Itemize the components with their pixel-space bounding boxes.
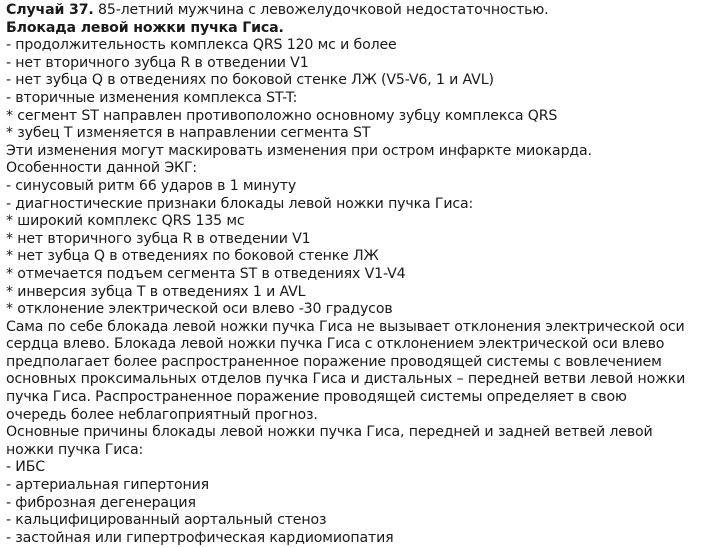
text-line: основных проксимальных отделов пучка Гиса и дистальных – передней ветви левой ножки — [6, 371, 686, 388]
case-description: 85-летний мужчина с левожелудочковой недостаточностью. — [93, 2, 549, 18]
text-line: - вторичные изменения комплекса ST-T: — [6, 89, 298, 106]
text-line: - диагностические признаки блокады левой ножки пучка Гиса: — [6, 195, 474, 212]
text-line: - фиброзная дегенерация — [6, 494, 196, 511]
text-line: Сама по себе блокада левой ножки пучка Гиса не вызывает отклонения электрической оси — [6, 318, 685, 335]
text-line: * нет вторичного зубца R в отведении V1 — [6, 230, 311, 247]
text-line: * отклонение электрической оси влево -30 градусов — [6, 301, 393, 318]
document-body — [6, 2, 716, 547]
text-line: предполагает более распространенное поражение проводящей системы с вовлечением — [6, 353, 662, 370]
text-line: - продолжительность комплекса QRS 120 мс и более — [6, 37, 397, 54]
text-line: Эти изменения могут маскировать изменения при остром инфаркте миокарда. — [6, 142, 592, 159]
text-line: - нет зубца Q в отведениях по боковой стенке ЛЖ (V5-V6, 1 и AVL) — [6, 72, 494, 89]
text-line: - кальцифицированный аортальный стеноз — [6, 512, 327, 529]
text-line: - застойная или гипертрофическая кардиомиопатия — [6, 529, 394, 546]
text-line: * сегмент ST направлен противоположно основному зубцу комплекса QRS — [6, 107, 558, 124]
case-label: Случай 37. — [6, 2, 94, 18]
text-line: * зубец T изменяется в направлении сегмента ST — [6, 125, 371, 142]
text-line: пучка Гиса. Распространенное поражение проводящей системы определяет в свою — [6, 389, 627, 406]
text-line: сердца влево. Блокада левой ножки пучка Гиса с отклонением электрической оси влево — [6, 336, 665, 353]
case-heading — [6, 2, 714, 20]
text-line: - синусовый ритм 66 ударов в 1 минуту — [6, 177, 297, 194]
text-line: - артериальная гипертония — [6, 477, 210, 494]
text-line: * широкий комплекс QRS 135 мс — [6, 213, 245, 230]
case-subtitle: Блокада левой ножки пучка Гиса. — [6, 19, 284, 36]
text-line: * отмечается подъем сегмента ST в отведениях V1-V4 — [6, 265, 406, 282]
text-line: * нет зубца Q в отведениях по боковой стенке ЛЖ — [6, 248, 379, 265]
text-line: - ИБС — [6, 459, 46, 476]
text-line: ножки пучка Гиса: — [6, 441, 144, 458]
text-line: * инверсия зубца T в отведениях 1 и AVL — [6, 283, 306, 300]
text-line: Основные причины блокады левой ножки пучка Гиса, передней и задней ветвей левой — [6, 424, 653, 441]
text-line: - нет вторичного зубца R в отведении V1 — [6, 54, 309, 71]
text-line: очередь более неблагоприятный прогноз. — [6, 406, 318, 423]
text-line: Особенности данной ЭКГ: — [6, 160, 198, 177]
